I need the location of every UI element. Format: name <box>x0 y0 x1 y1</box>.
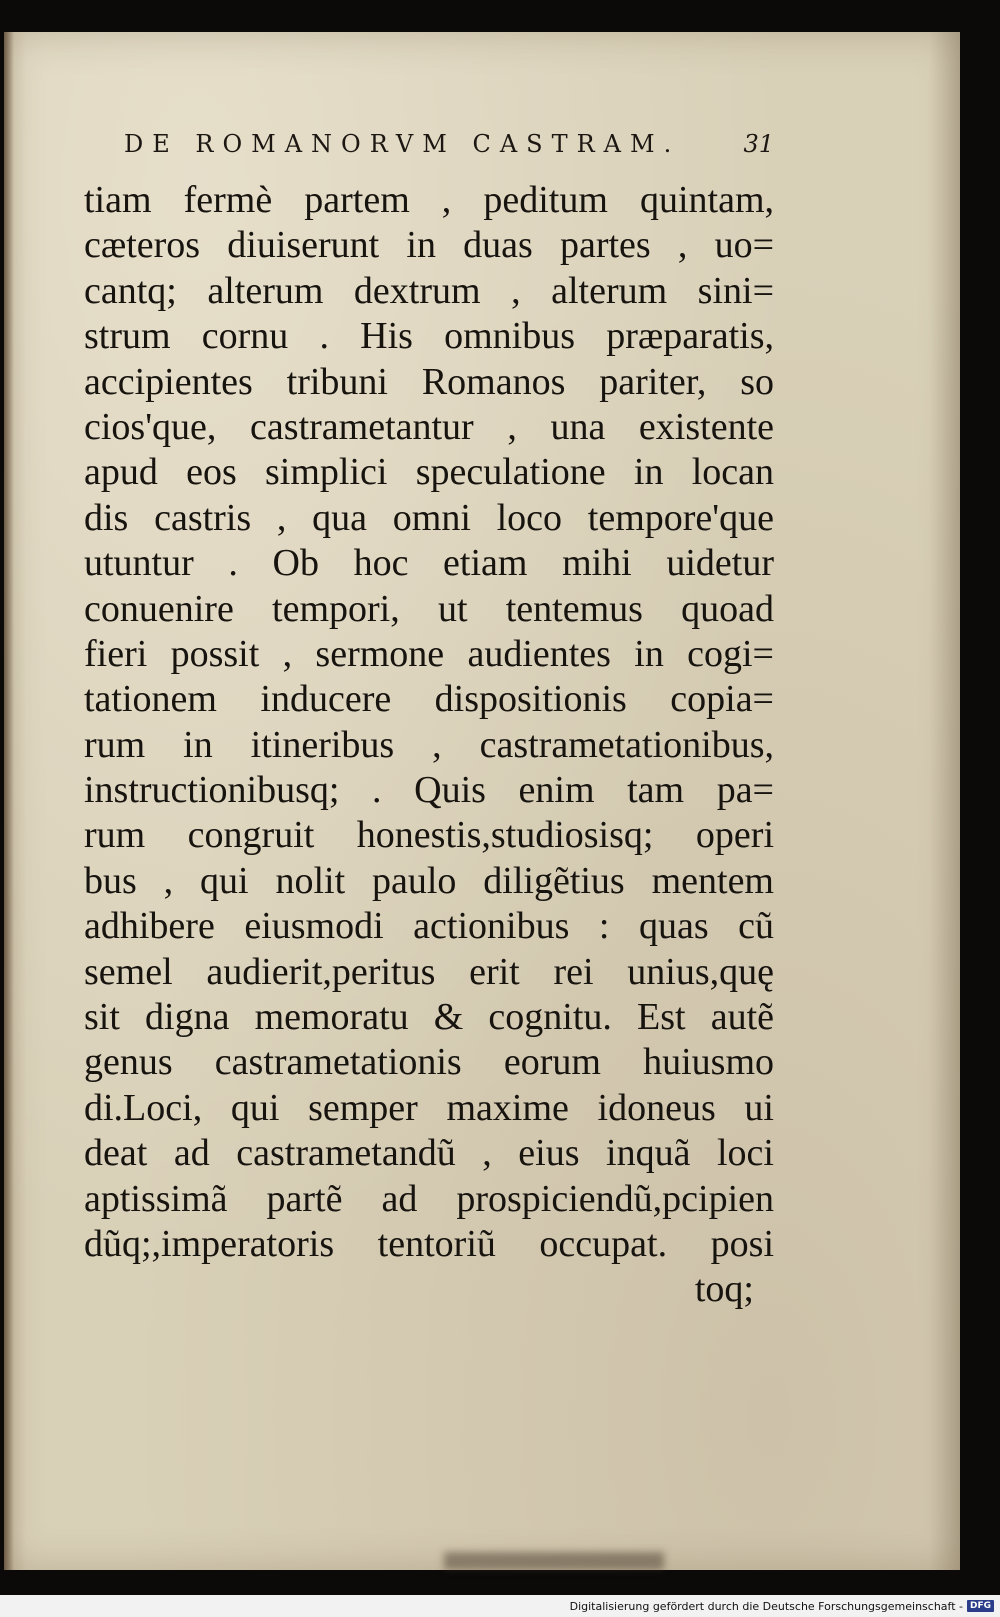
text-line: strum cornu . His omnibus præparatis, <box>84 315 774 358</box>
text-line: cios'que, castrametantur , una existente <box>84 405 774 448</box>
text-line: genus castrametationis eorum huiusmo <box>84 1041 774 1084</box>
digitization-footer <box>0 1595 1000 1617</box>
body-text <box>84 178 774 1313</box>
page-stain <box>444 1552 664 1570</box>
text-line: rum in itineribus , castrametationibus, <box>84 723 774 766</box>
text-line: rum congruit honestis,studiosisq; operi <box>84 814 774 857</box>
text-line: sit digna memoratu & cognitu. Est autẽ <box>84 996 774 1039</box>
text-line: bus , qui nolit paulo diligẽtius mentem <box>84 859 774 902</box>
text-line: di.Loci, qui semper maxime idoneus ui <box>84 1086 774 1129</box>
dfg-logo: DFG <box>967 1600 994 1612</box>
text-line: aptissimã partẽ ad prospiciendũ,pcipien <box>84 1177 774 1220</box>
text-line: apud eos simplici speculatione in locan <box>84 451 774 494</box>
page-gutter-shadow <box>4 32 14 1570</box>
text-line: utuntur . Ob hoc etiam mihi uidetur <box>84 542 774 585</box>
text-line: accipientes tribuni Romanos pariter, so <box>84 360 774 403</box>
text-line: cantq; alterum dextrum , alterum sini= <box>84 269 774 312</box>
running-head <box>124 130 774 158</box>
text-line: conuenire tempori, ut tentemus quoad <box>84 587 774 630</box>
text-line: dis castris , qua omni loco tempore'que <box>84 496 774 539</box>
page-number: 31 <box>743 130 774 158</box>
catchword: toq; <box>694 1268 754 1311</box>
text-line: deat ad castrametandũ , eius inquã loci <box>84 1132 774 1175</box>
book-page <box>4 32 960 1570</box>
text-line: tationem inducere dispositionis copia= <box>84 678 774 721</box>
text-line: semel audierit,peritus erit rei unius,quę <box>84 950 774 993</box>
running-head-title: DE ROMANORVM CASTRAM. <box>124 130 681 158</box>
text-line: dũq;,imperatoris tentoriũ occupat. posi <box>84 1222 774 1265</box>
text-line: cæteros diuiserunt in duas partes , uo= <box>84 224 774 267</box>
funding-credit: Digitalisierung gefördert durch die Deutsche Forschungsgemeinschaft - <box>569 1599 963 1613</box>
text-line: tiam fermè partem , peditum quintam, <box>84 179 774 221</box>
text-line: instructionibusq; . Quis enim tam pa= <box>84 769 774 812</box>
text-line: fieri possit , sermone audientes in cogi= <box>84 632 774 675</box>
text-line: adhibere eiusmodi actionibus : quas cũ <box>84 905 774 948</box>
